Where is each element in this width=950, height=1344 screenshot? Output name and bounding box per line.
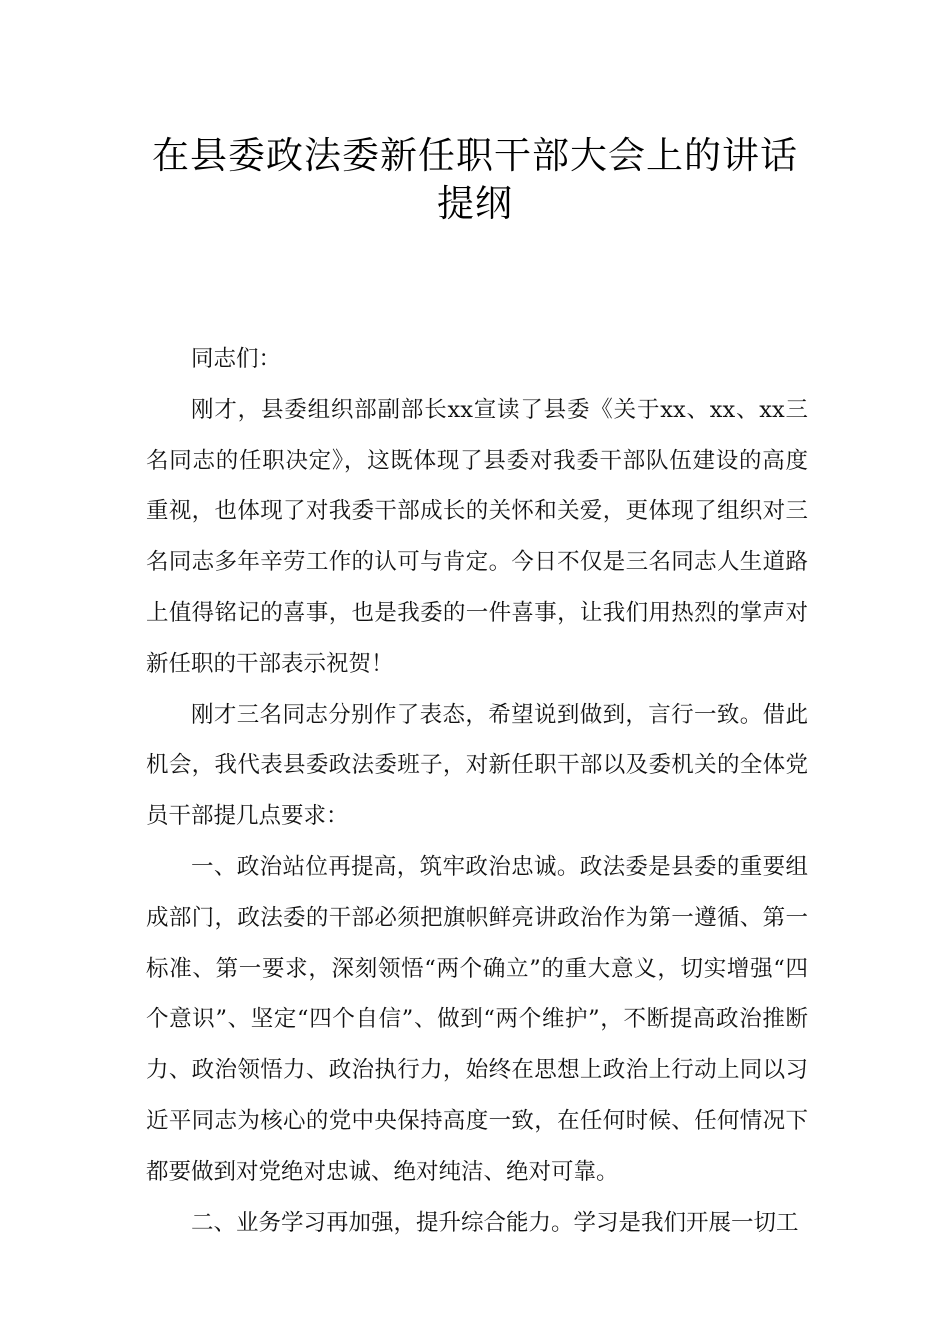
- document-title-line-1: 在县委政法委新任职干部大会上的讲话: [152, 134, 798, 177]
- paragraph-1: 刚才，县委组织部副部长xx宣读了县委《关于xx、xx、xx三名同志的任职决定》，这既体现了县委对我委干部队伍建设的高度重视，也体现了对我委干部成长的关怀和关爱，更体现了组织对三名同志多年辛劳工作的认可与肯定。今日不仅是三名同志人生道路上值得铭记的喜事，也是我委的一件喜事，让我们用热烈的掌声对新任职的干部表示祝贺！: [146, 396, 808, 677]
- greeting: 同志们：: [191, 346, 282, 372]
- document-title-line-2: 提纲: [437, 182, 513, 225]
- document-body: [146, 334, 808, 1248]
- paragraph-4: 二、业务学习再加强，提升综合能力。学习是我们开展一切工: [191, 1209, 799, 1236]
- paragraph-3: 一、政治站位再提高，筑牢政治忠诚。政法委是县委的重要组成部门，政法委的干部必须把旗帜鲜亮讲政治作为第一遵循、第一标准、第一要求，深刻领悟“两个确立”的重大意义，切实增强“四个意识”、坚定“四个自信”、做到“两个维护”，不断提高政治推断力、政治领悟力、政治执行力，始终在思想上政治上行动上同以习近平同志为核心的党中央保持高度一致，在任何时候、任何情况下都要做到对党绝对忠诚、绝对纯洁、绝对可靠。: [146, 853, 808, 1185]
- paragraph-2: 刚才三名同志分别作了表态，希望说到做到，言行一致。借此机会，我代表县委政法委班子，对新任职干部以及委机关的全体党员干部提几点要求：: [146, 701, 808, 830]
